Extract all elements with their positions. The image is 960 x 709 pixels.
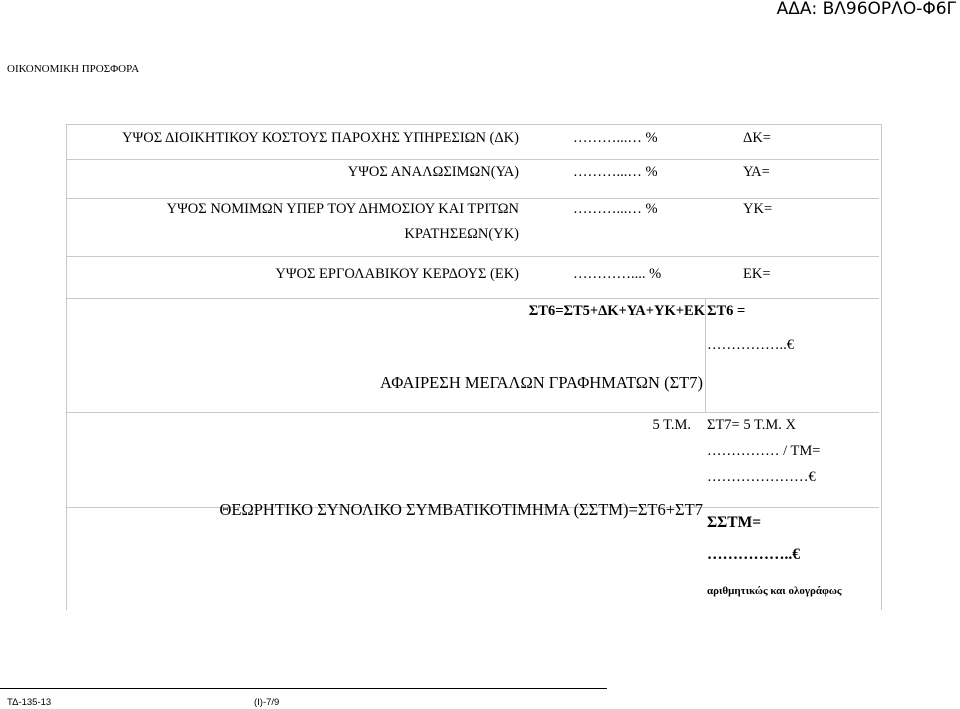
percent-field: ………...… % [573, 130, 658, 146]
table-row [67, 412, 879, 519]
st6-result-value: ……………..€ [707, 337, 794, 353]
ada-code: ΑΔΑ: ΒΛ96ΟΡΛΟ-Φ6Γ [776, 0, 956, 19]
st7-line3: …………………€ [707, 469, 816, 485]
table-row [67, 256, 879, 299]
result-label: ΕΚ= [743, 266, 771, 282]
sstm-label: ΣΣΤΜ= [707, 514, 762, 531]
result-label: ΥΚ= [743, 201, 773, 217]
percent-field: ………...… % [573, 164, 658, 180]
column-divider [705, 298, 706, 412]
st7-line1: ΣΤ7= 5 Τ.Μ. Χ [707, 417, 796, 433]
table-row [67, 198, 879, 257]
document-title: ΟΙΚΟΝΟΜΙΚΗ ΠΡΟΣΦΟΡΑ [7, 63, 140, 75]
table-row [67, 125, 879, 160]
row-label: ΥΨΟΣ ΔΙΟΙΚΗΤΙΚΟΥ ΚΟΣΤΟΥΣ ΠΑΡΟΧΗΣ ΥΠΗΡΕΣΙΩΝ (ΔΚ) [122, 130, 519, 146]
sstm-value: ……………..€ [707, 546, 800, 563]
percent-field: ………...… % [573, 201, 658, 217]
footer-code: ΤΔ-135-13 [7, 697, 52, 708]
st7-line2: …………… / ΤΜ= [707, 443, 821, 459]
st6-result-label: ΣΤ6 = [707, 303, 746, 319]
percent-field: ………….... % [573, 266, 662, 282]
sstm-note: αριθμητικώς και ολογράφως [707, 585, 842, 597]
offer-table [66, 124, 882, 610]
row-label-continued: ΚΡΑΤΗΣΕΩΝ(ΥΚ) [404, 226, 519, 242]
st6-formula: ΣΤ6=ΣΤ5+ΔΚ+ΥΑ+ΥΚ+ΕΚ [528, 303, 705, 319]
row-label: ΥΨΟΣ ΕΡΓΟΛΑΒΙΚΟΥ ΚΕΡΔΟΥΣ (ΕΚ) [275, 266, 519, 282]
table-row [67, 298, 879, 413]
row-label: ΥΨΟΣ ΝΟΜΙΜΩΝ ΥΠΕΡ ΤΟΥ ΔΗΜΟΣΙΟΥ ΚΑΙ ΤΡΙΤΩΝ [166, 201, 519, 217]
footer-rule [0, 688, 607, 689]
st7-tm: 5 Τ.Μ. [652, 417, 691, 433]
st7-heading: ΑΦΑΙΡΕΣΗ ΜΕΓΑΛΩΝ ΓΡΑΦΗΜΑΤΩΝ (ΣΤ7) [380, 373, 703, 392]
table-row [67, 159, 879, 199]
result-label: ΔΚ= [743, 130, 771, 146]
row-label: ΥΨΟΣ ΑΝΑΛΩΣΙΜΩΝ(ΥΑ) [347, 164, 519, 180]
result-label: ΥΑ= [743, 164, 770, 180]
sstm-heading: ΘΕΩΡΗΤΙΚΟ ΣΥΝΟΛΙΚΟ ΣΥΜΒΑΤΙΚΟΤΙΜΗΜΑ (ΣΣΤΜ)=ΣΤ6+ΣΤ7 [219, 500, 703, 519]
footer-page: (Ι)-7/9 [254, 697, 280, 708]
